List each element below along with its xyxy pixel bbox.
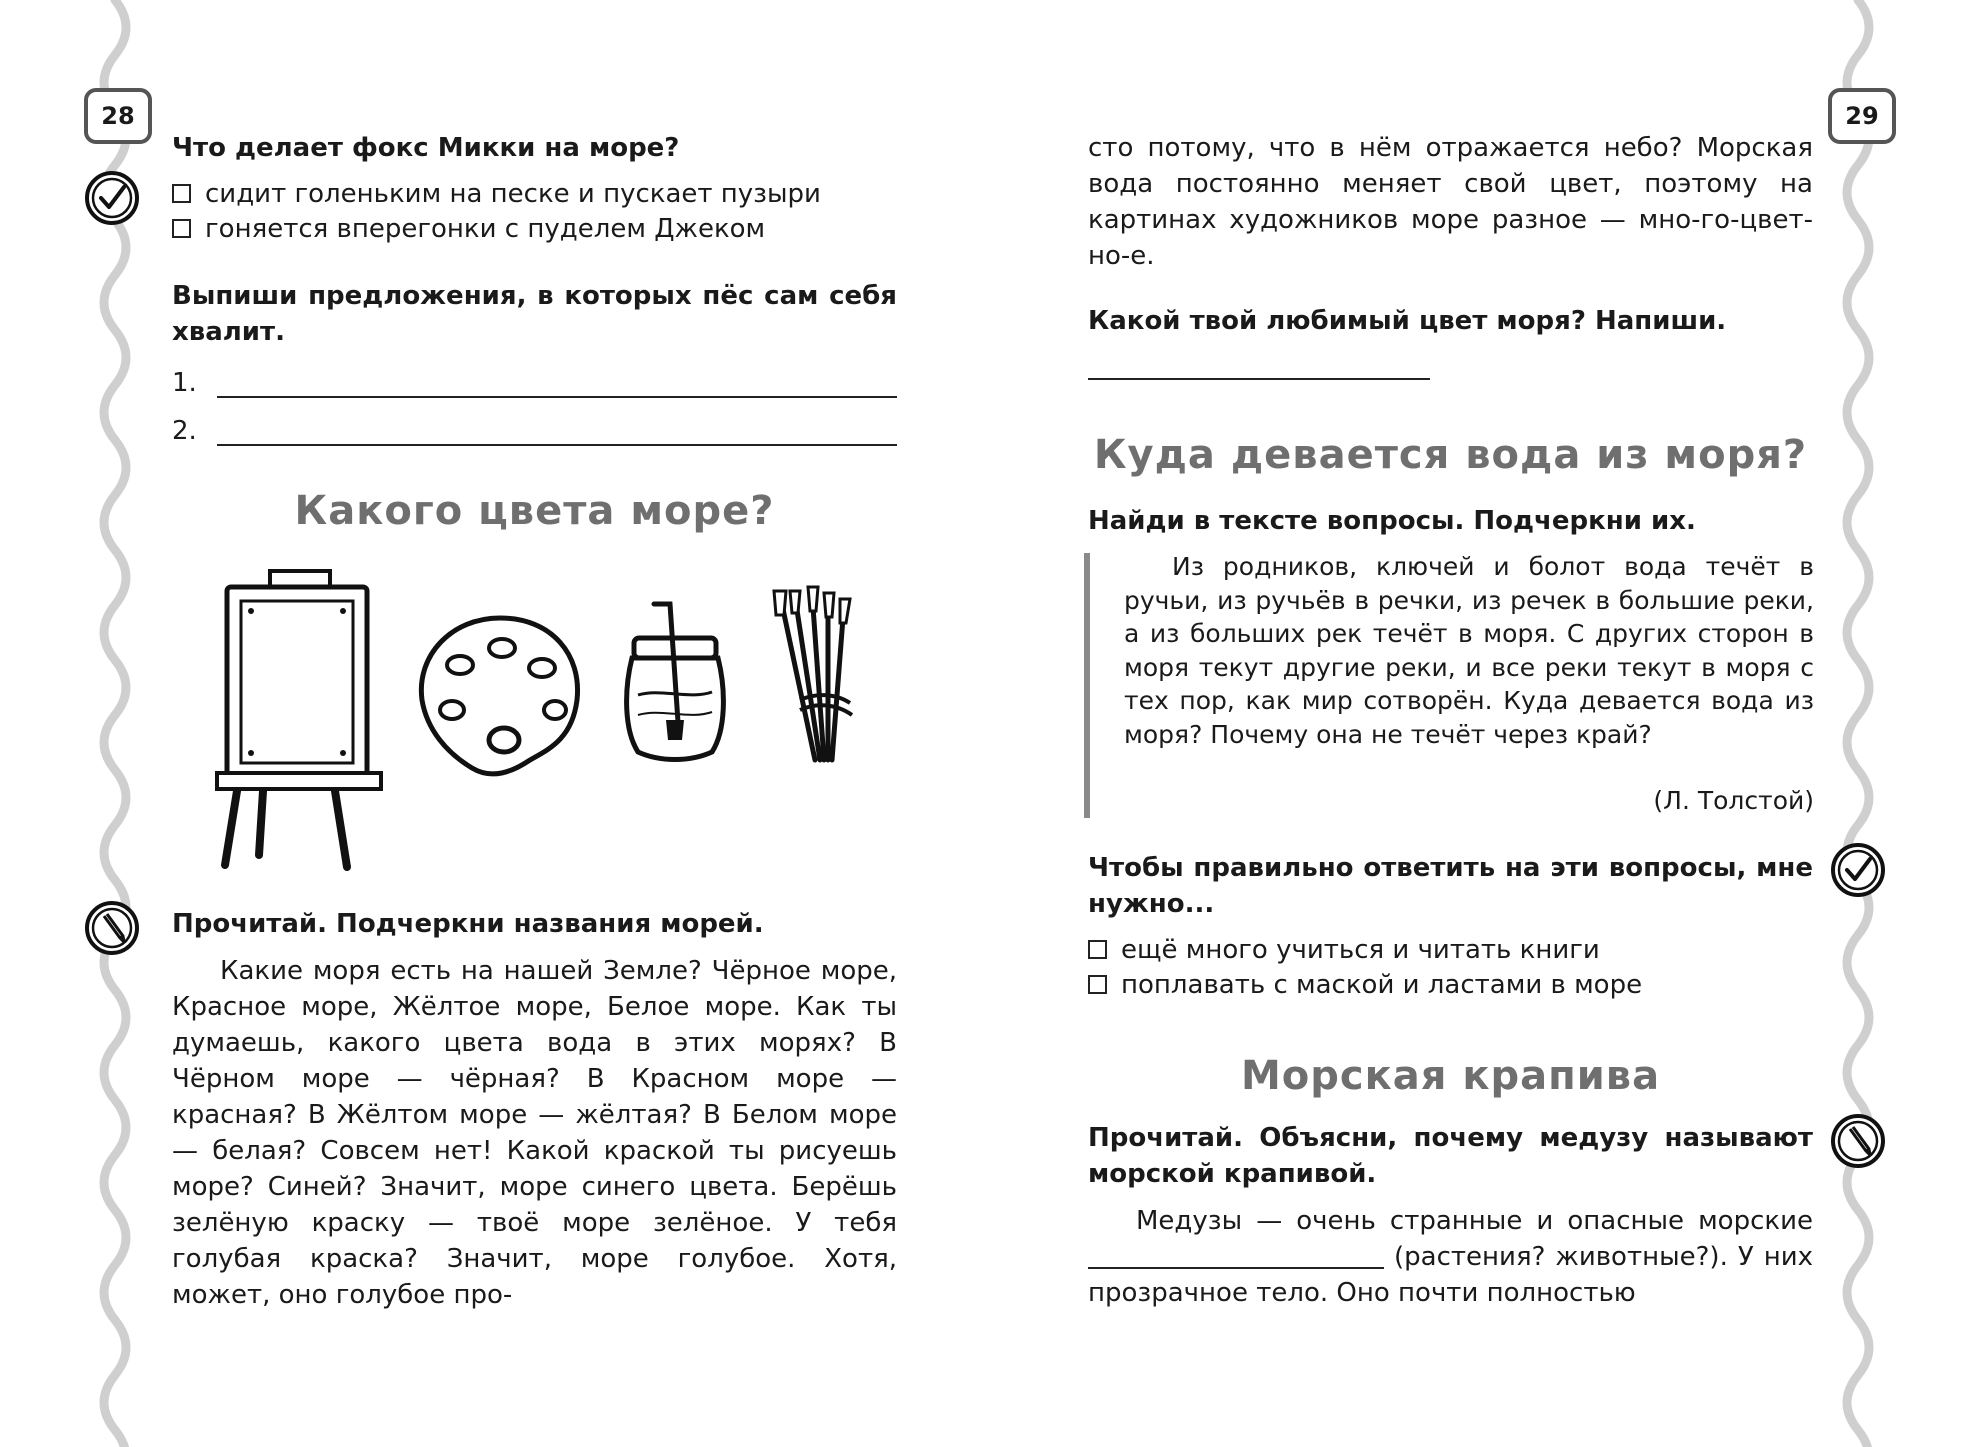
task-explain-jellyfish: Прочитай. Объясни, почему медузу называют морской крапивой. <box>1088 1123 1813 1189</box>
option-checkbox[interactable]: ещё много учиться и читать книги <box>1088 933 1600 968</box>
checkmark-icon <box>84 170 140 226</box>
blank-answer-field[interactable] <box>1088 1241 1384 1269</box>
answer-line-2[interactable]: 2. <box>172 416 897 446</box>
paragraph-sea-colors: Какие моря есть на нашей Земле? Чёрное море, Красное море, Жёлтое море, Белое море. Как ты думаешь, какого цвета вода в этих морях? В Чёрном море — чёрная? В Красном море — красная? В Жёлтом море — жёлтая? В Белом море — белая? Совсем нет! Какой краской ты рисуешь море? Синей? Значит, море синего цвета. Берёшь зелёную краску — твоё море зелёное. У тебя голубая краска? Значит, море голубое. Хотя, может, оно голубое про- <box>172 956 897 1310</box>
page-number-right: 29 <box>1828 88 1896 144</box>
option-checkbox[interactable]: сидит голеньким на песке и пускает пузыри <box>172 177 821 212</box>
paragraph-continued: сто потому, что в нём отражается небо? Морская вода постоянно меняет свой цвет, поэтому на картинах художников море разное — мно-го-цвет-но-е. <box>1088 133 1813 271</box>
question-to-answer: Чтобы правильно ответить на эти вопросы, мне нужно... <box>1088 853 1813 919</box>
page-number-left: 28 <box>84 88 152 144</box>
heading-sea-nettle: Морская крапива <box>1240 1053 1661 1099</box>
checkbox[interactable] <box>172 219 191 238</box>
pen-icon <box>84 900 140 956</box>
checkmark-icon-right <box>1830 842 1886 898</box>
brushes-icon <box>760 585 860 770</box>
question-favorite-color: Какой твой любимый цвет моря? Напиши. <box>1088 306 1727 336</box>
palette-icon <box>412 610 587 785</box>
quote-bar <box>1084 553 1090 818</box>
quote-author: (Л. Толстой) <box>1653 786 1814 815</box>
paragraph-jellyfish: Медузы — очень странные и опасные морские (растения? животные?). У них прозрачное тело. Оно почти полностью <box>1088 1206 1814 1308</box>
answer-line-1[interactable]: 1. <box>172 368 897 398</box>
question-what-mickey-does: Что делает фокс Микки на море? <box>172 133 680 163</box>
paint-jar-icon <box>620 600 730 765</box>
task-underline-seas: Прочитай. Подчеркни названия морей. <box>172 909 764 939</box>
checkbox[interactable] <box>1088 940 1107 959</box>
right-wavy-border <box>1828 0 1888 1447</box>
pen-icon-right <box>1830 1113 1886 1169</box>
easel-icon <box>215 565 385 875</box>
answer-line-color[interactable] <box>1088 378 1430 380</box>
heading-sea-color: Какого цвета море? <box>294 488 775 534</box>
question-write-out-sentences: Выпиши предложения, в которых пёс сам себя хвалит. <box>172 281 897 347</box>
checkbox[interactable] <box>172 184 191 203</box>
task-find-questions: Найди в тексте вопросы. Подчеркни их. <box>1088 506 1696 536</box>
checkbox[interactable] <box>1088 975 1107 994</box>
option-checkbox[interactable]: гоняется вперегонки с пуделем Джеком <box>172 212 765 247</box>
option-checkbox[interactable]: поплавать с маской и ластами в море <box>1088 968 1642 1003</box>
quote-tolstoy: Из родников, ключей и болот вода течёт в ручьи, из ручьёв в речки, из речек в большие реки, а из больших рек течёт в моря. С других сторон в моря текут другие реки, и все реки текут в моря с тех пор, как мир сотворён. Куда девается вода из моря? Почему она не течёт через край? <box>1124 552 1814 749</box>
heading-where-water-goes: Куда девается вода из моря? <box>1093 432 1808 478</box>
